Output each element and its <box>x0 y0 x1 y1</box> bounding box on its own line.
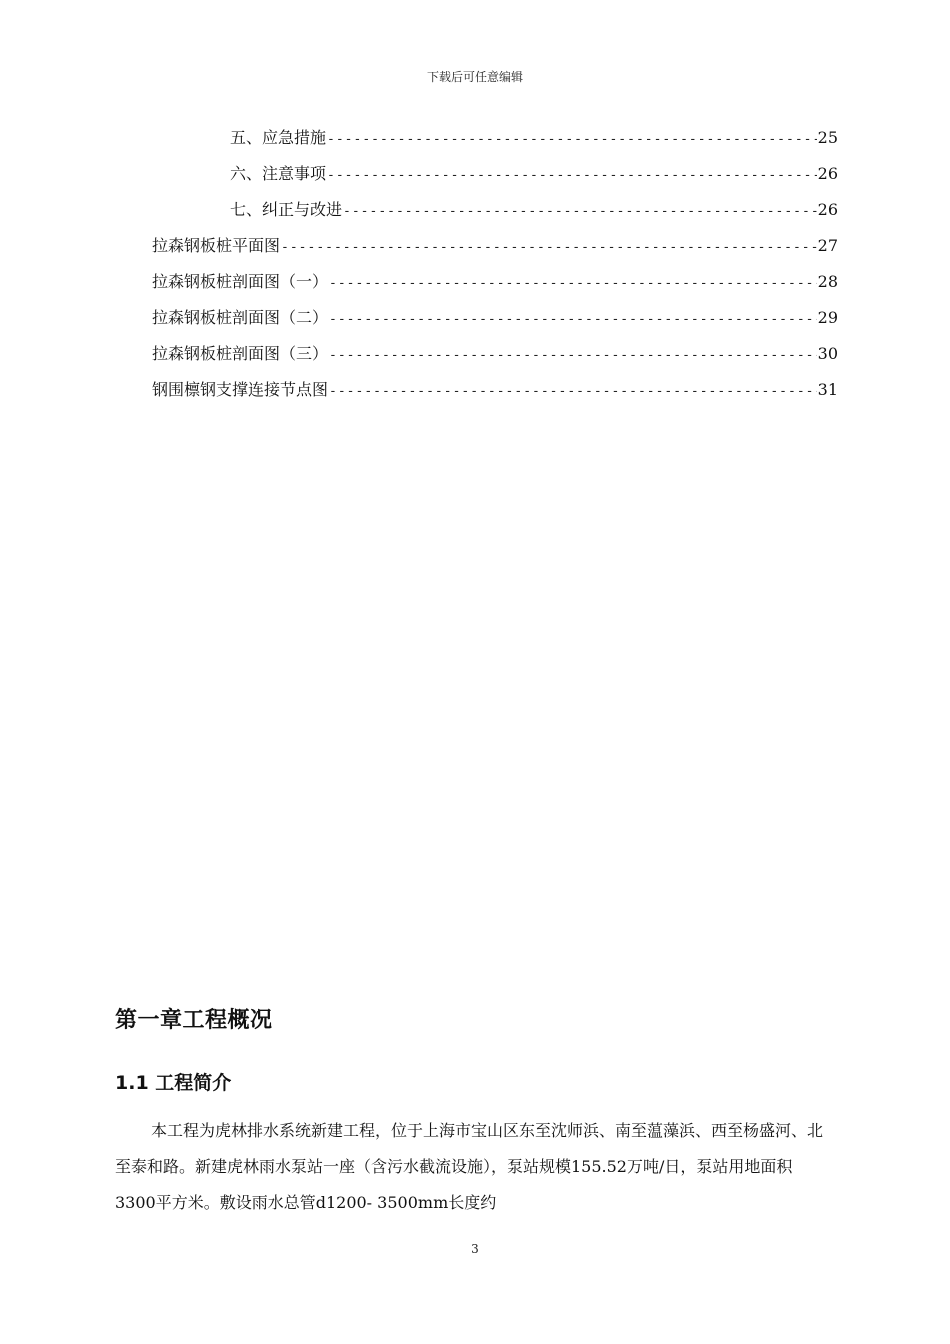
toc-entry-label: 拉森钢板桩平面图 <box>152 236 281 255</box>
toc-entry[interactable] <box>230 128 838 150</box>
toc-entry[interactable] <box>152 272 838 294</box>
toc-entry-page: 30 <box>817 344 838 363</box>
section-title: 1.1 工程简介 <box>115 1072 232 1094</box>
toc-entry-label: 钢围檩钢支撑连接节点图 <box>152 380 329 399</box>
toc-entry[interactable] <box>152 344 838 366</box>
toc-dotted-leader <box>329 274 817 294</box>
toc-entry-page: 25 <box>817 128 838 147</box>
toc-entry-label: 七、纠正与改进 <box>230 200 343 219</box>
body-text <box>115 1113 833 1221</box>
toc-entry-label: 拉森钢板桩剖面图（三） <box>152 344 329 363</box>
toc-entry-page: 31 <box>817 380 838 399</box>
toc-dotted-leader <box>329 310 817 330</box>
toc-entry[interactable] <box>230 164 838 186</box>
page-header: 下载后可任意编辑 <box>426 70 523 84</box>
chapter-title: 第一章工程概况 <box>115 1008 273 1033</box>
body-paragraph: 本工程为虎林排水系统新建工程，位于上海市宝山区东至沈师浜、南至蕰藻浜、西至杨盛河、北至泰和路。新建虎林雨水泵站一座（含污水截流设施），泵站规模155.52万吨/日，泵站用地面积3300平方米。敷设雨水总管d1200- 3500mm长度约 <box>115 1121 824 1212</box>
toc-entry-label: 六、注意事项 <box>230 164 327 183</box>
toc-dotted-leader <box>329 382 817 402</box>
toc-dotted-leader <box>327 130 817 150</box>
toc-entry-page: 28 <box>817 272 838 291</box>
toc-dotted-leader <box>329 346 817 366</box>
toc-entry-page: 29 <box>817 308 838 327</box>
toc-dotted-leader <box>281 238 817 258</box>
page-number: 3 <box>471 1242 479 1256</box>
toc-entry-label: 拉森钢板桩剖面图（二） <box>152 308 329 327</box>
toc-entry-page: 26 <box>817 200 838 219</box>
toc-dotted-leader <box>327 166 817 186</box>
toc-entry-page: 27 <box>817 236 838 255</box>
toc-entry[interactable] <box>152 380 838 402</box>
toc-entry-label: 拉森钢板桩剖面图（一） <box>152 272 329 291</box>
toc-entry-page: 26 <box>817 164 838 183</box>
toc-entry[interactable] <box>152 236 838 258</box>
toc-dotted-leader <box>343 202 817 222</box>
toc-entry-label: 五、应急措施 <box>230 128 327 147</box>
toc-entry[interactable] <box>230 200 838 222</box>
toc-entry[interactable] <box>152 308 838 330</box>
